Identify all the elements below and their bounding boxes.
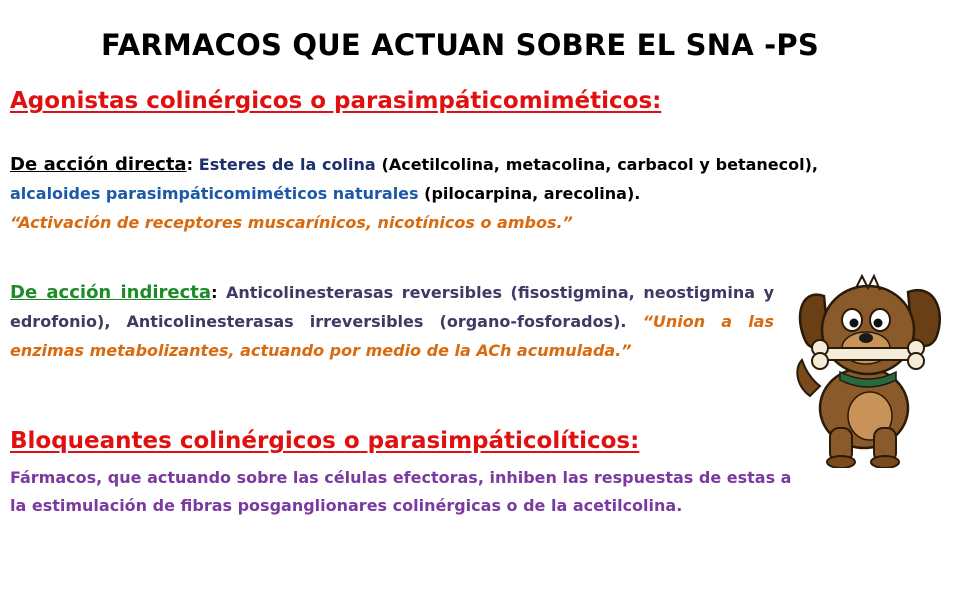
choline-esters-text: Esteres de la colina (198, 155, 376, 174)
direct-action-label: De acción directa (10, 154, 187, 175)
section-heading-blockers: Bloqueantes colinérgicos o parasimpáticolíticos: (10, 428, 640, 454)
anticholinesterases-text: Anticolinesterasas reversibles (fisostigmina, neostigmina y edrofonio), Anticolinesterasas irreversibles (organo-fosforados). (10, 283, 775, 331)
section-heading-agonists: Agonistas colinérgicos o parasimpáticomiméticos: (10, 88, 662, 114)
indirect-action-colon: : (211, 283, 227, 302)
direct-action-quote: “Activación de receptores muscarínicos, nicotínicos o ambos.” (10, 213, 573, 232)
paragraph-blockers: Fármacos, que actuando sobre las células efectoras, inhiben las respuestas de estas a la estimulación de fibras posganglionares colinérgicas o de la acetilcolina. (10, 468, 792, 515)
natural-alkaloids-text: alcaloides parasimpáticomiméticos naturales (10, 184, 419, 203)
paragraph-direct-action (10, 150, 818, 237)
direct-action-colon: : (186, 155, 199, 174)
natural-alkaloids-examples: (pilocarpina, arecolina). (418, 184, 641, 203)
indirect-action-label: De acción indirecta (10, 282, 212, 303)
paragraph-indirect-action (10, 278, 774, 365)
slide-title: FARMACOS QUE ACTUAN SOBRE EL SNA -PS (101, 28, 819, 62)
choline-esters-examples: (Acetilcolina, metacolina, carbacol y betanecol), (375, 155, 818, 174)
indirect-action-quote: “Union a las enzimas metabolizantes, actuando por medio de la ACh acumulada.” (10, 312, 774, 360)
dog-with-bone-icon (790, 268, 950, 468)
